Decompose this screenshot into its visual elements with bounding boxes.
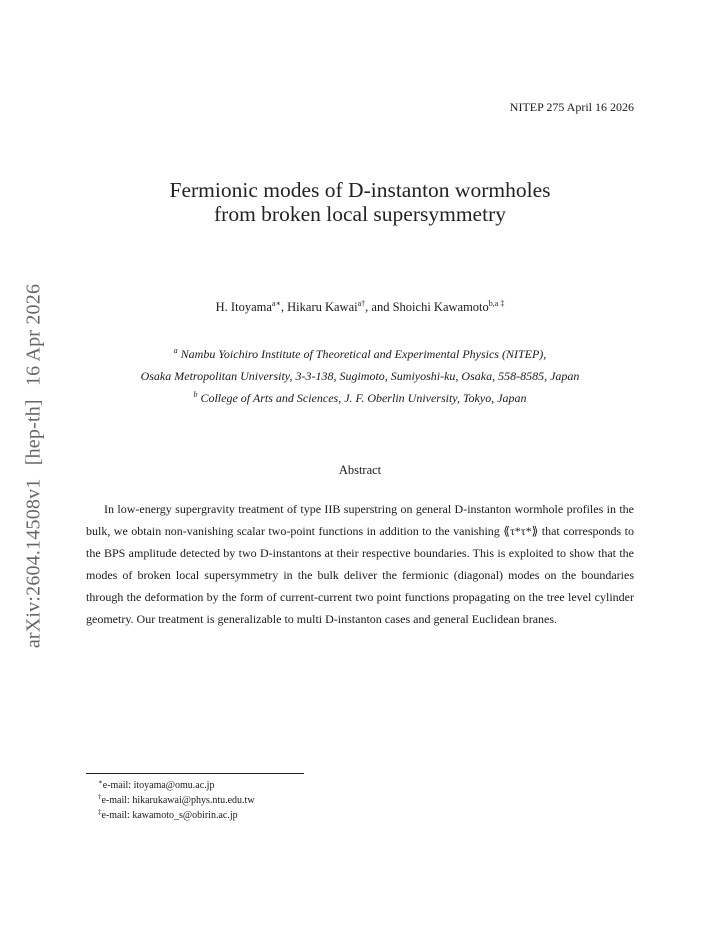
abstract-heading: Abstract [338,463,382,477]
affiliation-b [80,387,640,409]
footnote-item [98,778,255,793]
footnote-item [98,808,255,823]
footnote-text: e-mail: itoyama@omu.ac.jp [102,780,215,791]
footnote-item [98,793,255,808]
footnote-mark: ‡ [98,808,102,816]
affiliation-a-line-2: Osaka Metropolitan University, 3-3-138, Sugimoto, Sumiyoshi-ku, Osaka, 558-8585, Japan [140,369,580,383]
footnote-mark: ∗ [98,778,103,786]
arxiv-date: 16 Apr 2026 [22,283,45,387]
author-marks: b,a ‡ [488,299,505,308]
author-separator: , and [365,300,393,314]
title-line-1: Fermionic modes of D-instanton wormholes [169,178,551,202]
footnote-text: e-mail: hikarukawai@phys.ntu.edu.tw [101,795,255,806]
arxiv-id: arXiv:2604.14508v1 [22,478,45,649]
footnote-text: e-mail: kawamoto_s@obirin.ac.jp [101,810,238,821]
footnote-mark: † [98,793,102,801]
affiliations [80,343,640,409]
paper-title [0,178,720,226]
author-marks: a† [357,299,366,308]
footnote-rule [86,773,304,774]
author-list [0,300,720,315]
affiliation-text: College of Arts and Sciences, J. F. Oberlin University, Tokyo, Japan [200,391,527,405]
abstract-body [86,498,634,630]
affiliation-mark: b [193,390,198,399]
arxiv-category: [hep-th] [22,399,45,466]
author-name: Hikaru Kawai [287,300,358,314]
report-number: NITEP 275 April 16 2026 [509,100,634,114]
affiliation-mark: a [173,346,178,355]
author-name: H. Itoyama [215,300,272,314]
affiliation-a-line-1 [80,343,640,365]
author-marks: a∗ [271,299,281,308]
footnotes [98,778,255,823]
author-name: Shoichi Kawamoto [392,300,489,314]
author-separator: , [280,300,288,314]
affiliation-text: Nambu Yoichiro Institute of Theoretical and Experimental Physics (NITEP), [180,347,547,361]
abstract-text: In low-energy supergravity treatment of type IIB superstring on general D-instanton wormhole profiles in the bulk, we obtain non-vanishing scalar two-point functions in addition to the vanishing ⟪τ*τ*⟫ that corresponds to the BPS amplitude detected by two D-instantons at their respective boundaries. This is exploited to show that the modes of broken local supersymmetry in the bulk deliver the fermionic (diagonal) modes on the boundaries through the deformation by the form of current-current two point functions propagating on the tree level cylinder geometry. Our treatment is generalizable to multi D-instanton cases and general Euclidean branes. [86,502,634,626]
title-line-2: from broken local supersymmetry [214,202,506,226]
